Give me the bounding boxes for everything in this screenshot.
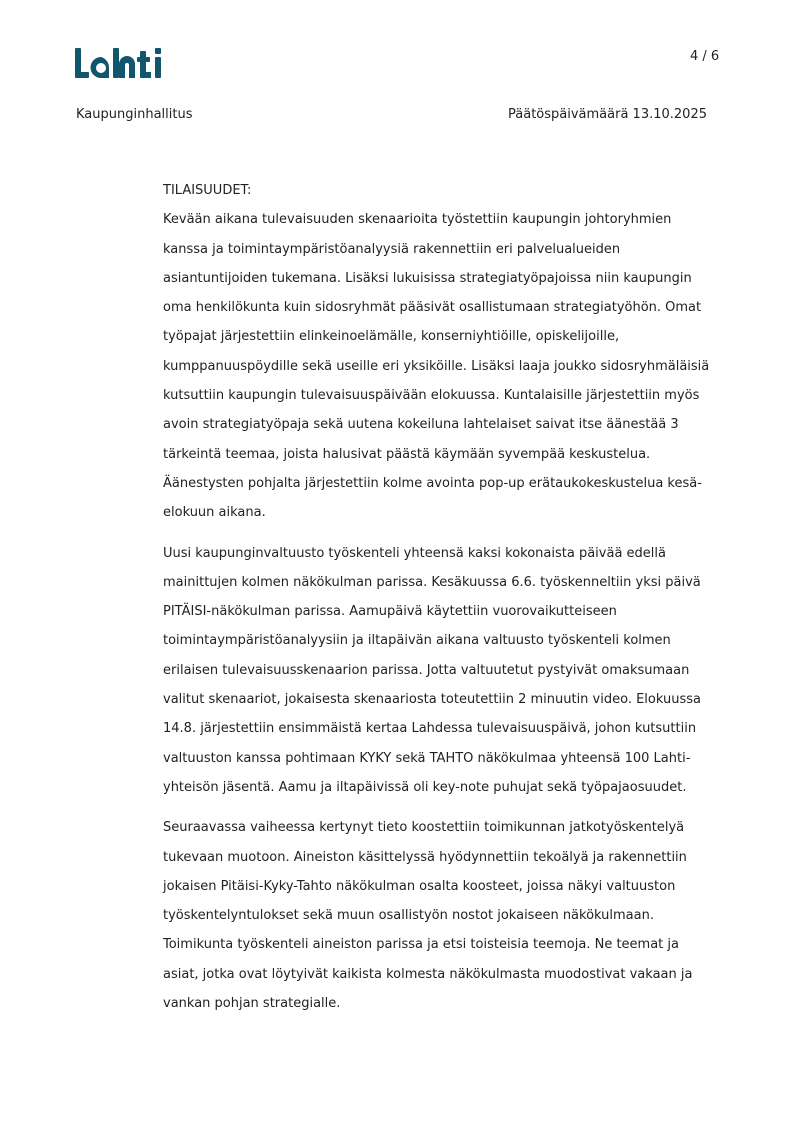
text-line: työpajat järjestettiin elinkeinoelämälle, konserniyhtiöille, opiskelijoille, (163, 329, 620, 345)
text-line: erilaisen tulevaisuusskenaarion parissa. Jotta valtuutetut pystyivät omaksumaan (163, 662, 690, 678)
paragraph (163, 817, 718, 1022)
text-line: jokaisen Pitäisi-Kyky-Tahto näkökulman osalta koosteet, joissa näkyi valtuuston (163, 878, 676, 894)
text-line: PITÄISI-näkökulman parissa. Aamupäivä käytettiin vuorovaikutteiseen (163, 604, 617, 620)
paragraph (163, 209, 718, 531)
text-line: Äänestysten pohjalta järjestettiin kolme avointa pop-up erätaukokeskustelua kesä- (163, 475, 702, 491)
text-line: Uusi kaupunginvaltuusto työskenteli yhteensä kaksi kokonaista päivää edellä (163, 545, 666, 561)
text-line: elokuun aikana. (163, 505, 266, 521)
text-line: asiantuntijoiden tukemana. Lisäksi lukuisissa strategiatyöpajoissa niin kaupungin (163, 270, 692, 286)
text-line: kutsuttiin kaupungin tulevaisuuspäivään elokuussa. Kuntalaisille järjestettiin myös (163, 388, 700, 404)
text-line: tukevaan muotoon. Aineiston käsittelyssä hyödynnettiin tekoälyä ja rakennettiin (163, 849, 687, 865)
document-body (163, 180, 718, 1022)
text-line: tärkeintä teemaa, joista halusivat päästä käymään syvempää keskustelua. (163, 446, 651, 462)
text-line: Seuraavassa vaiheessa kertynyt tieto koostettiin toimikunnan jatkotyöskentelyä (163, 820, 685, 836)
text-line: vankan pohjan strategialle. (163, 996, 341, 1012)
section-heading: TILAISUUDET: (163, 183, 252, 198)
text-line: asiat, jotka ovat löytyivät kaikista kolmesta näkökulmasta muodostivat vakaan ja (163, 966, 693, 982)
text-line: yhteisön jäsentä. Aamu ja iltapäivissä oli key-note puhujat sekä työpajaosuudet. (163, 779, 687, 795)
text-line: toimintaympäristöanalyysiin ja iltapäivän aikana valtuusto työskenteli kolmen (163, 633, 671, 649)
text-line: valtuuston kanssa pohtimaan KYKY sekä TAHTO näkökulmaa yhteensä 100 Lahti- (163, 750, 691, 766)
page-number: 4 / 6 (690, 49, 720, 64)
organization-name: Kaupunginhallitus (76, 107, 193, 122)
text-line: mainittujen kolmen näkökulman parissa. Kesäkuussa 6.6. työskenneltiin yksi päivä (163, 574, 701, 590)
lahti-logo (75, 46, 167, 82)
text-line: kanssa ja toimintaympäristöanalyysiä rakennettiin eri palvelualueiden (163, 241, 621, 257)
text-line: työskentelyntulokset sekä muun osallistyön nostot jokaiseen näkökulmaan. (163, 908, 654, 924)
decision-date: Päätöspäivämäärä 13.10.2025 (508, 107, 707, 122)
text-line: valitut skenaariot, jokaisesta skenaariosta toteutettiin 2 minuutin video. Elokuussa (163, 692, 701, 708)
paragraph (163, 543, 718, 807)
text-line: avoin strategiatyöpaja sekä uutena kokeiluna lahtelaiset saivat itse äänestää 3 (163, 417, 679, 433)
text-line: Kevään aikana tulevaisuuden skenaarioita työstettiin kaupungin johtoryhmien (163, 212, 672, 228)
text-line: 14.8. järjestettiin ensimmäistä kertaa Lahdessa tulevaisuuspäivä, johon kutsuttiin (163, 721, 697, 737)
text-line: oma henkilökunta kuin sidosryhmät pääsivät osallistumaan strategiatyöhön. Omat (163, 300, 702, 316)
text-line: kumppanuuspöydille sekä useille eri yksiköille. Lisäksi laaja joukko sidosryhmäläisiä (163, 358, 710, 374)
text-line: Toimikunta työskenteli aineiston parissa ja etsi toisteisia teemoja. Ne teemat ja (163, 937, 679, 953)
